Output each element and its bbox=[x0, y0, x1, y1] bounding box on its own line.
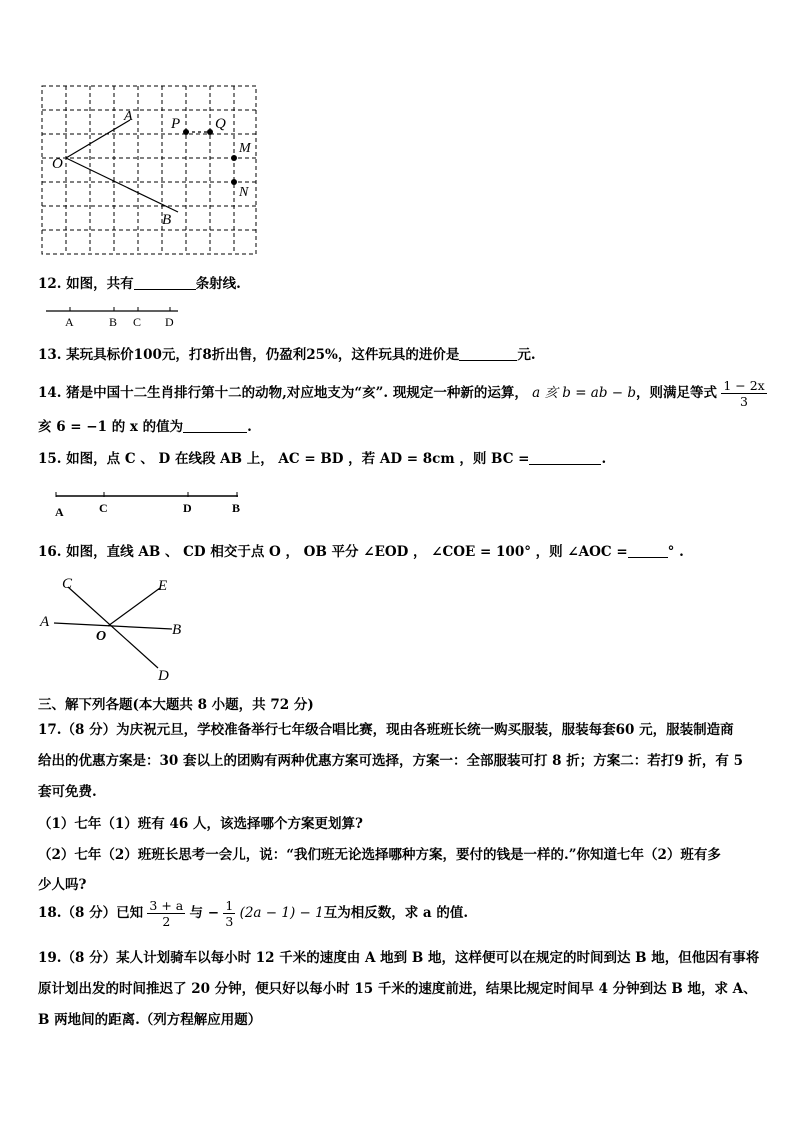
question-14-line1: 14. 猪是中国十二生肖排行第十二的动物,对应地支为“亥”. 现规定一种新的运算， a 亥 b = ab − b，则满足等式 $\frac{1 - 2x}{3}$ bbox=[38, 378, 765, 409]
answer-blank-13[interactable] bbox=[459, 347, 517, 361]
question-15: 15. 如图，点 C 、 D 在线段 AB 上， AC = BD ，若 AD = 8cm ，则 BC = . bbox=[38, 451, 607, 467]
line-figure-abcd bbox=[42, 304, 192, 330]
point-q bbox=[207, 129, 213, 135]
fraction-q18-a: $\frac{3 + a}{2}$ bbox=[149, 898, 184, 929]
line-label-c: C bbox=[133, 315, 142, 329]
ray-ob bbox=[66, 158, 178, 212]
label-m: M bbox=[239, 141, 251, 156]
question-17-line3: 套可免费. bbox=[38, 784, 97, 800]
answer-blank-14[interactable] bbox=[183, 419, 247, 433]
point-m bbox=[231, 155, 237, 161]
label-a: A bbox=[124, 109, 133, 124]
question-12: 12. 如图，共有 条射线. bbox=[38, 276, 241, 292]
fraction-q14: $\frac{1 - 2x}{3}$ bbox=[723, 378, 765, 409]
point-p bbox=[183, 129, 189, 135]
question-17-line1: 17.（8 分）为庆祝元旦，学校准备举行七年级合唱比赛，现由各班班长统一购买服装，服装每套60 元，服装制造商 bbox=[38, 722, 734, 738]
question-19-line1: 19.（8 分）某人计划骑车以每小时 12 千米的速度由 A 地到 B 地，这样便可以在规定的时间到达 B 地，但他因有事将 bbox=[38, 950, 760, 966]
question-17-sub2-line2: 少人吗? bbox=[38, 877, 87, 893]
section-3-title: 三、解下列各题(本大题共 8 小题，共 72 分) bbox=[38, 697, 314, 713]
ray-oe bbox=[108, 588, 160, 626]
question-17-sub1: （1）七年（1）班有 46 人，该选择哪个方案更划算? bbox=[38, 816, 363, 832]
question-19-line2: 原计划出发的时间推迟了 20 分钟，便只好以每小时 15 千米的速度前进，结果比规定时间早 4 分钟到达 B 地，求 A、 bbox=[38, 981, 757, 997]
question-19-line3: B 两地间的距离.（列方程解应用题） bbox=[38, 1012, 262, 1028]
grid-figure bbox=[40, 84, 262, 258]
line-label-a: A bbox=[65, 315, 74, 329]
line-label-d: D bbox=[165, 315, 174, 329]
segment-label-c: C bbox=[99, 501, 108, 515]
segment-label-b: B bbox=[232, 501, 241, 515]
segment-label-a: A bbox=[55, 505, 64, 519]
fig16-label-c: C bbox=[62, 576, 73, 592]
fig16-label-o: O bbox=[96, 629, 107, 644]
label-p: P bbox=[171, 116, 181, 132]
question-18: 18.（8 分）已知 $\frac{3 + a}{2}$ 与 − $\frac{1}{3}$ (2a − 1) − 1互为相反数，求 a 的值. bbox=[38, 898, 469, 929]
segment-label-d: D bbox=[183, 501, 192, 515]
segment-figure-acdb bbox=[50, 488, 250, 520]
fig16-label-e: E bbox=[158, 578, 168, 594]
fig16-label-b: B bbox=[172, 622, 182, 638]
question-17-line2: 给出的优惠方案是：30 套以上的团购有两种优惠方案可选择，方案一：全部服装可打 8 折；方案二：若打9 折，有 5 bbox=[38, 753, 743, 769]
answer-blank-12[interactable] bbox=[134, 276, 196, 290]
fraction-q18-b: $\frac{1}{3}$ bbox=[225, 898, 234, 929]
label-b: B bbox=[162, 212, 172, 228]
label-n: N bbox=[239, 185, 249, 200]
fig16-label-d: D bbox=[158, 668, 169, 684]
question-16: 16. 如图，直线 AB 、 CD 相交于点 O ， OB 平分 ∠EOD ， ∠COE = 100° ，则 ∠AOC = ° . bbox=[38, 544, 684, 560]
point-n bbox=[231, 179, 237, 185]
ray-oa bbox=[66, 120, 130, 158]
line-label-b: B bbox=[109, 315, 118, 329]
answer-blank-15[interactable] bbox=[529, 451, 601, 465]
label-o: O bbox=[52, 156, 63, 172]
label-q: Q bbox=[215, 116, 226, 132]
answer-blank-16[interactable] bbox=[628, 544, 668, 558]
question-14-line2: 亥 6 = −1 的 x 的值为 . bbox=[38, 419, 252, 435]
intersecting-lines-figure bbox=[38, 572, 198, 684]
fig16-label-a: A bbox=[40, 614, 50, 630]
question-13: 13. 某玩具标价100元，打8折出售，仍盈利25%，这件玩具的进价是 元. bbox=[38, 347, 536, 363]
question-17-sub2-line1: （2）七年（2）班班长思考一会儿，说：“我们班无论选择哪种方案，要付的钱是一样的.”你知道七年（2）班有多 bbox=[38, 847, 721, 863]
operation-definition: a 亥 b = ab − b bbox=[532, 385, 637, 401]
